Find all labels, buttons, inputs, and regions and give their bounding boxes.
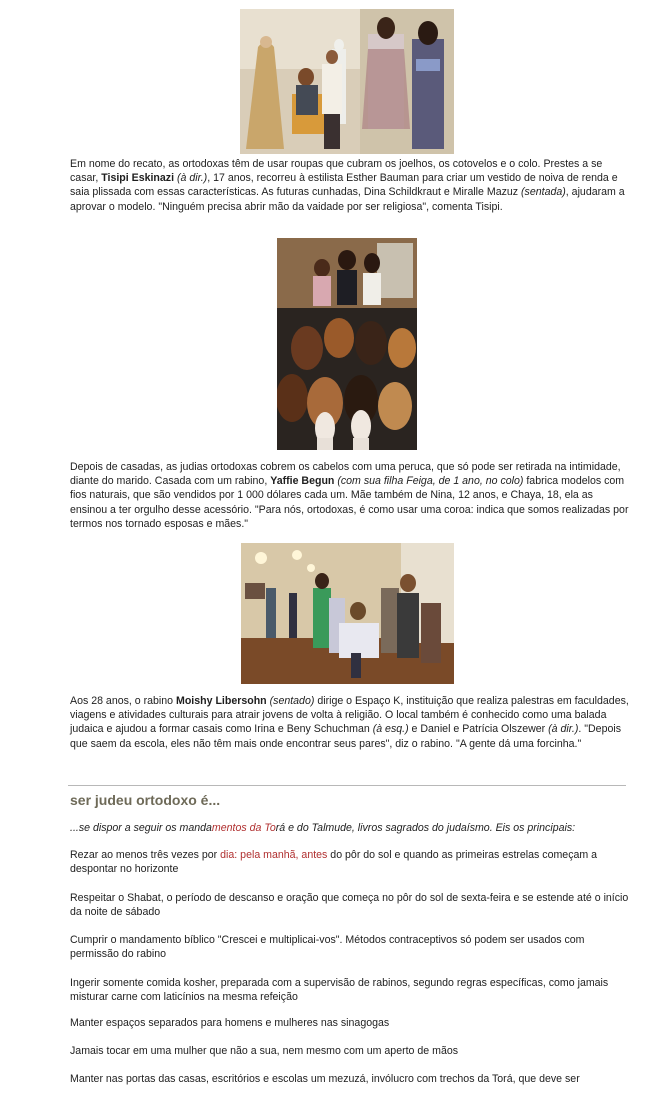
caption-espaco-k: Aos 28 anos, o rabino Moishy Libersohn (sentado) dirige o Espaço K, instituição que realiza palestras em faculdades, viagens e atividades culturais para atrair jovens de volta à religião. O local também é conhecido como uma balada judaica e ajudou a formar casais como Irina e Beny Schuchman (à esq.) e Daniel e Patrícia Olszewer (à dir.). "Depois que saem da escola, eles não têm mais onde encontrar seus pares", diz o rabino. "A gente dá uma forcinha." bbox=[70, 695, 629, 750]
section-divider bbox=[68, 785, 626, 786]
caption-name: Tisipi Eskinazi bbox=[101, 172, 175, 185]
list-item: Manter espaços separados para homens e mulheres nas sinagogas bbox=[70, 1017, 390, 1029]
photo-bridal-atelier bbox=[240, 9, 454, 154]
list-item: Respeitar o Shabat, o período de descanso e oração que começa no pôr do sol de sexta-feira e se estende até o início da noite de sábado bbox=[70, 892, 629, 919]
caption-wigs: Depois de casadas, as judias ortodoxas cobrem os cabelos com uma peruca, que só pode ser retirada na intimidade, diante do marido. Casada com um rabino, Yaffie Begun (com sua filha Feiga, de 1 ano, no colo) fabrica modelos com fios naturais, que são vendidos por 1 000 dólares cada um. Mãe também de Nina, 12 anos, e Chaya, 18, ela as ensinou a ter orgulho desse acessório. "Para nós, ortodoxas, é como usar uma coroa: indica que somos realizadas por termos nos tornado esposas e mães." bbox=[70, 461, 629, 530]
list-item: Rezar ao menos três vezes por dia: pela manhã, antes do pôr do sol e quando as primeiras estrelas começam a despontar no horizonte bbox=[70, 849, 598, 876]
list-item: Manter nas portas das casas, escritórios e escolas um mezuzá, invólucro com trechos da Torá, que deve ser bbox=[70, 1073, 580, 1085]
list-item: Ingerir somente comida kosher, preparada com a supervisão de rabinos, segundo regras específicas, como jamais misturar carne com laticínios na mesma refeição bbox=[70, 977, 609, 1004]
list-item: Cumprir o mandamento bíblico "Crescei e multiplicai-vos". Métodos contraceptivos só podem ser usados com permissão do rabino bbox=[70, 934, 585, 961]
section-intro: ...se dispor a seguir os mandamentos da Torá e do Talmude, livros sagrados do judaísmo. Eis os principais: bbox=[70, 822, 576, 834]
section-heading: ser judeu ortodoxo é... bbox=[70, 792, 221, 808]
photo-wigs bbox=[277, 238, 417, 450]
caption-bridal: Em nome do recato, as ortodoxas têm de usar roupas que cubram os joelhos, os cotovelos e o colo. Prestes a se casar, Tisipi Eskinazi (à dir.), 17 anos, recorreu à estilista Esther Bauman para criar um vestido de noiva de renda e saia plissada com essas características. As futuras cunhadas, Dina Schildkraut e Miralle Mazuz (sentada), ajudaram a aprovar o modelo. "Ninguém precisa abrir mão da vaidade por ser religiosa", comenta Tisipi. bbox=[70, 158, 625, 213]
list-item: Jamais tocar em uma mulher que não a sua, nem mesmo com um aperto de mãos bbox=[70, 1045, 459, 1057]
caption-name: Yaffie Begun bbox=[270, 475, 335, 488]
photo-espaco-k bbox=[241, 543, 454, 684]
caption-name: Moishy Libersohn bbox=[176, 695, 267, 707]
